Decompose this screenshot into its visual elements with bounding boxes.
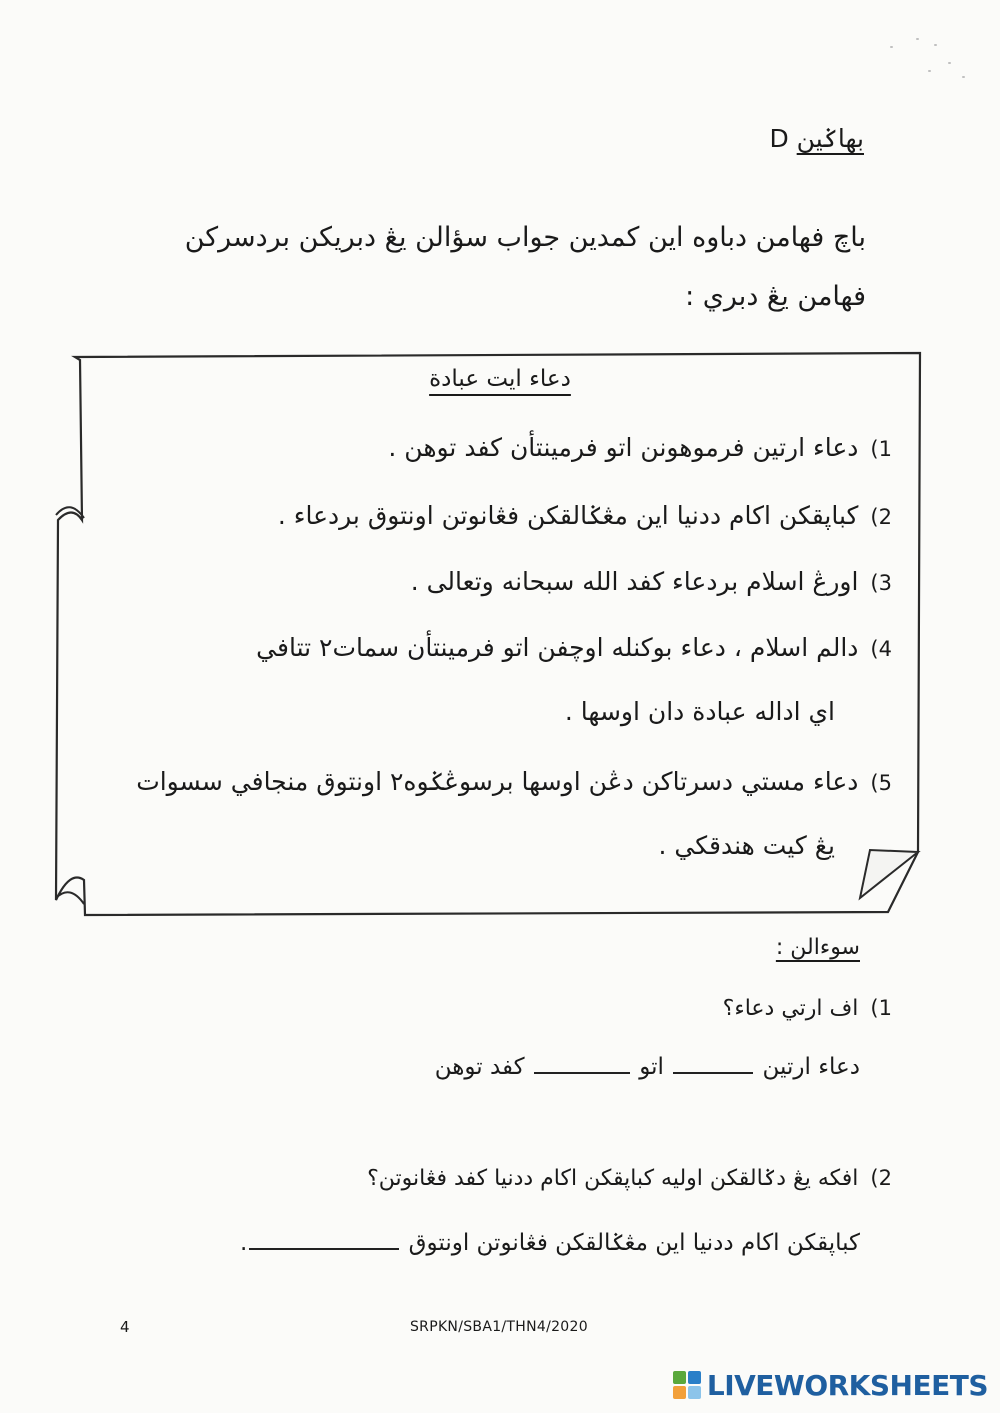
scan-speckle <box>890 46 893 48</box>
binding-hole-mark <box>56 892 84 904</box>
binding-hole-mark <box>56 507 84 518</box>
section-label: بهاݢين <box>796 124 864 153</box>
answer-blank-1b[interactable] <box>534 1052 630 1074</box>
question-2: 2)افكه يڠ دݢالقكن اوليه كباڽقكن اكام ددنيا كفد فڠانوتن؟ <box>367 1166 892 1191</box>
scan-speckle <box>962 76 965 78</box>
passage-point-5: 5)دعاء مستي دسرتاكن دڠن اوسها برسوڠݢوه٢ اونتوق منجافي سسوات <box>136 767 892 796</box>
passage-title: دعاء ايت عبادة <box>429 366 571 392</box>
scan-speckle <box>928 70 931 72</box>
document-code: SRPKN/SBA1/THN4/2020 <box>410 1319 588 1335</box>
scan-speckle <box>916 38 919 40</box>
passage-point-4-continued: اي اداله عبادة دان اوسها . <box>564 697 835 726</box>
page-number: 4 <box>120 1318 130 1336</box>
instruction-line-2: فهامن يڠ دبري : <box>685 281 866 312</box>
instruction-line-1: باچ فهامن دباوه اين كمدين جواب سؤالن يڠ دبريكن بردسركن <box>184 222 866 253</box>
liveworksheets-logo <box>673 1367 988 1403</box>
logo-text: LIVEWORKSHEETS <box>706 1368 988 1402</box>
passage-point-2: 2)كباڽقكن اكام ددنيا اين مڠݢالقكن فڠانوتن اونتوق بردعاء . <box>277 501 892 530</box>
questions-heading: سوءالن : <box>775 935 860 960</box>
question-1: 1)اف ارتي دعاء؟ <box>722 996 892 1021</box>
passage-point-4: 4)دالم اسلام ، دعاء بوكنله اوچفن اتو فرمينتأن سمات٢ تتافي <box>256 633 892 662</box>
scan-speckle <box>934 44 937 46</box>
passage-point-3: 3)اورڠ اسلام بردعاء كفد الله سبحانه وتعالى . <box>410 567 892 596</box>
scan-speckle <box>948 62 951 64</box>
answer-line-2: كباڽقكن اكام ددنيا اين مڠݢالقكن فڠانوتن اونتوق . <box>240 1230 860 1256</box>
passage-point-5-continued: يڠ كيت هندقكي . <box>658 831 835 860</box>
answer-blank-1a[interactable] <box>673 1052 753 1074</box>
passage-point-1: 1)دعاء ارتين فرموهونن اتو فرمينتأن كفد توهن . <box>388 433 892 462</box>
section-letter: D <box>769 124 789 153</box>
answer-line-1: دعاء ارتين اتو كفد توهن <box>434 1054 860 1080</box>
answer-blank-2[interactable] <box>249 1228 399 1250</box>
logo-mark-icon <box>673 1371 701 1399</box>
page-curl-corner <box>860 850 918 898</box>
section-title <box>769 124 864 153</box>
